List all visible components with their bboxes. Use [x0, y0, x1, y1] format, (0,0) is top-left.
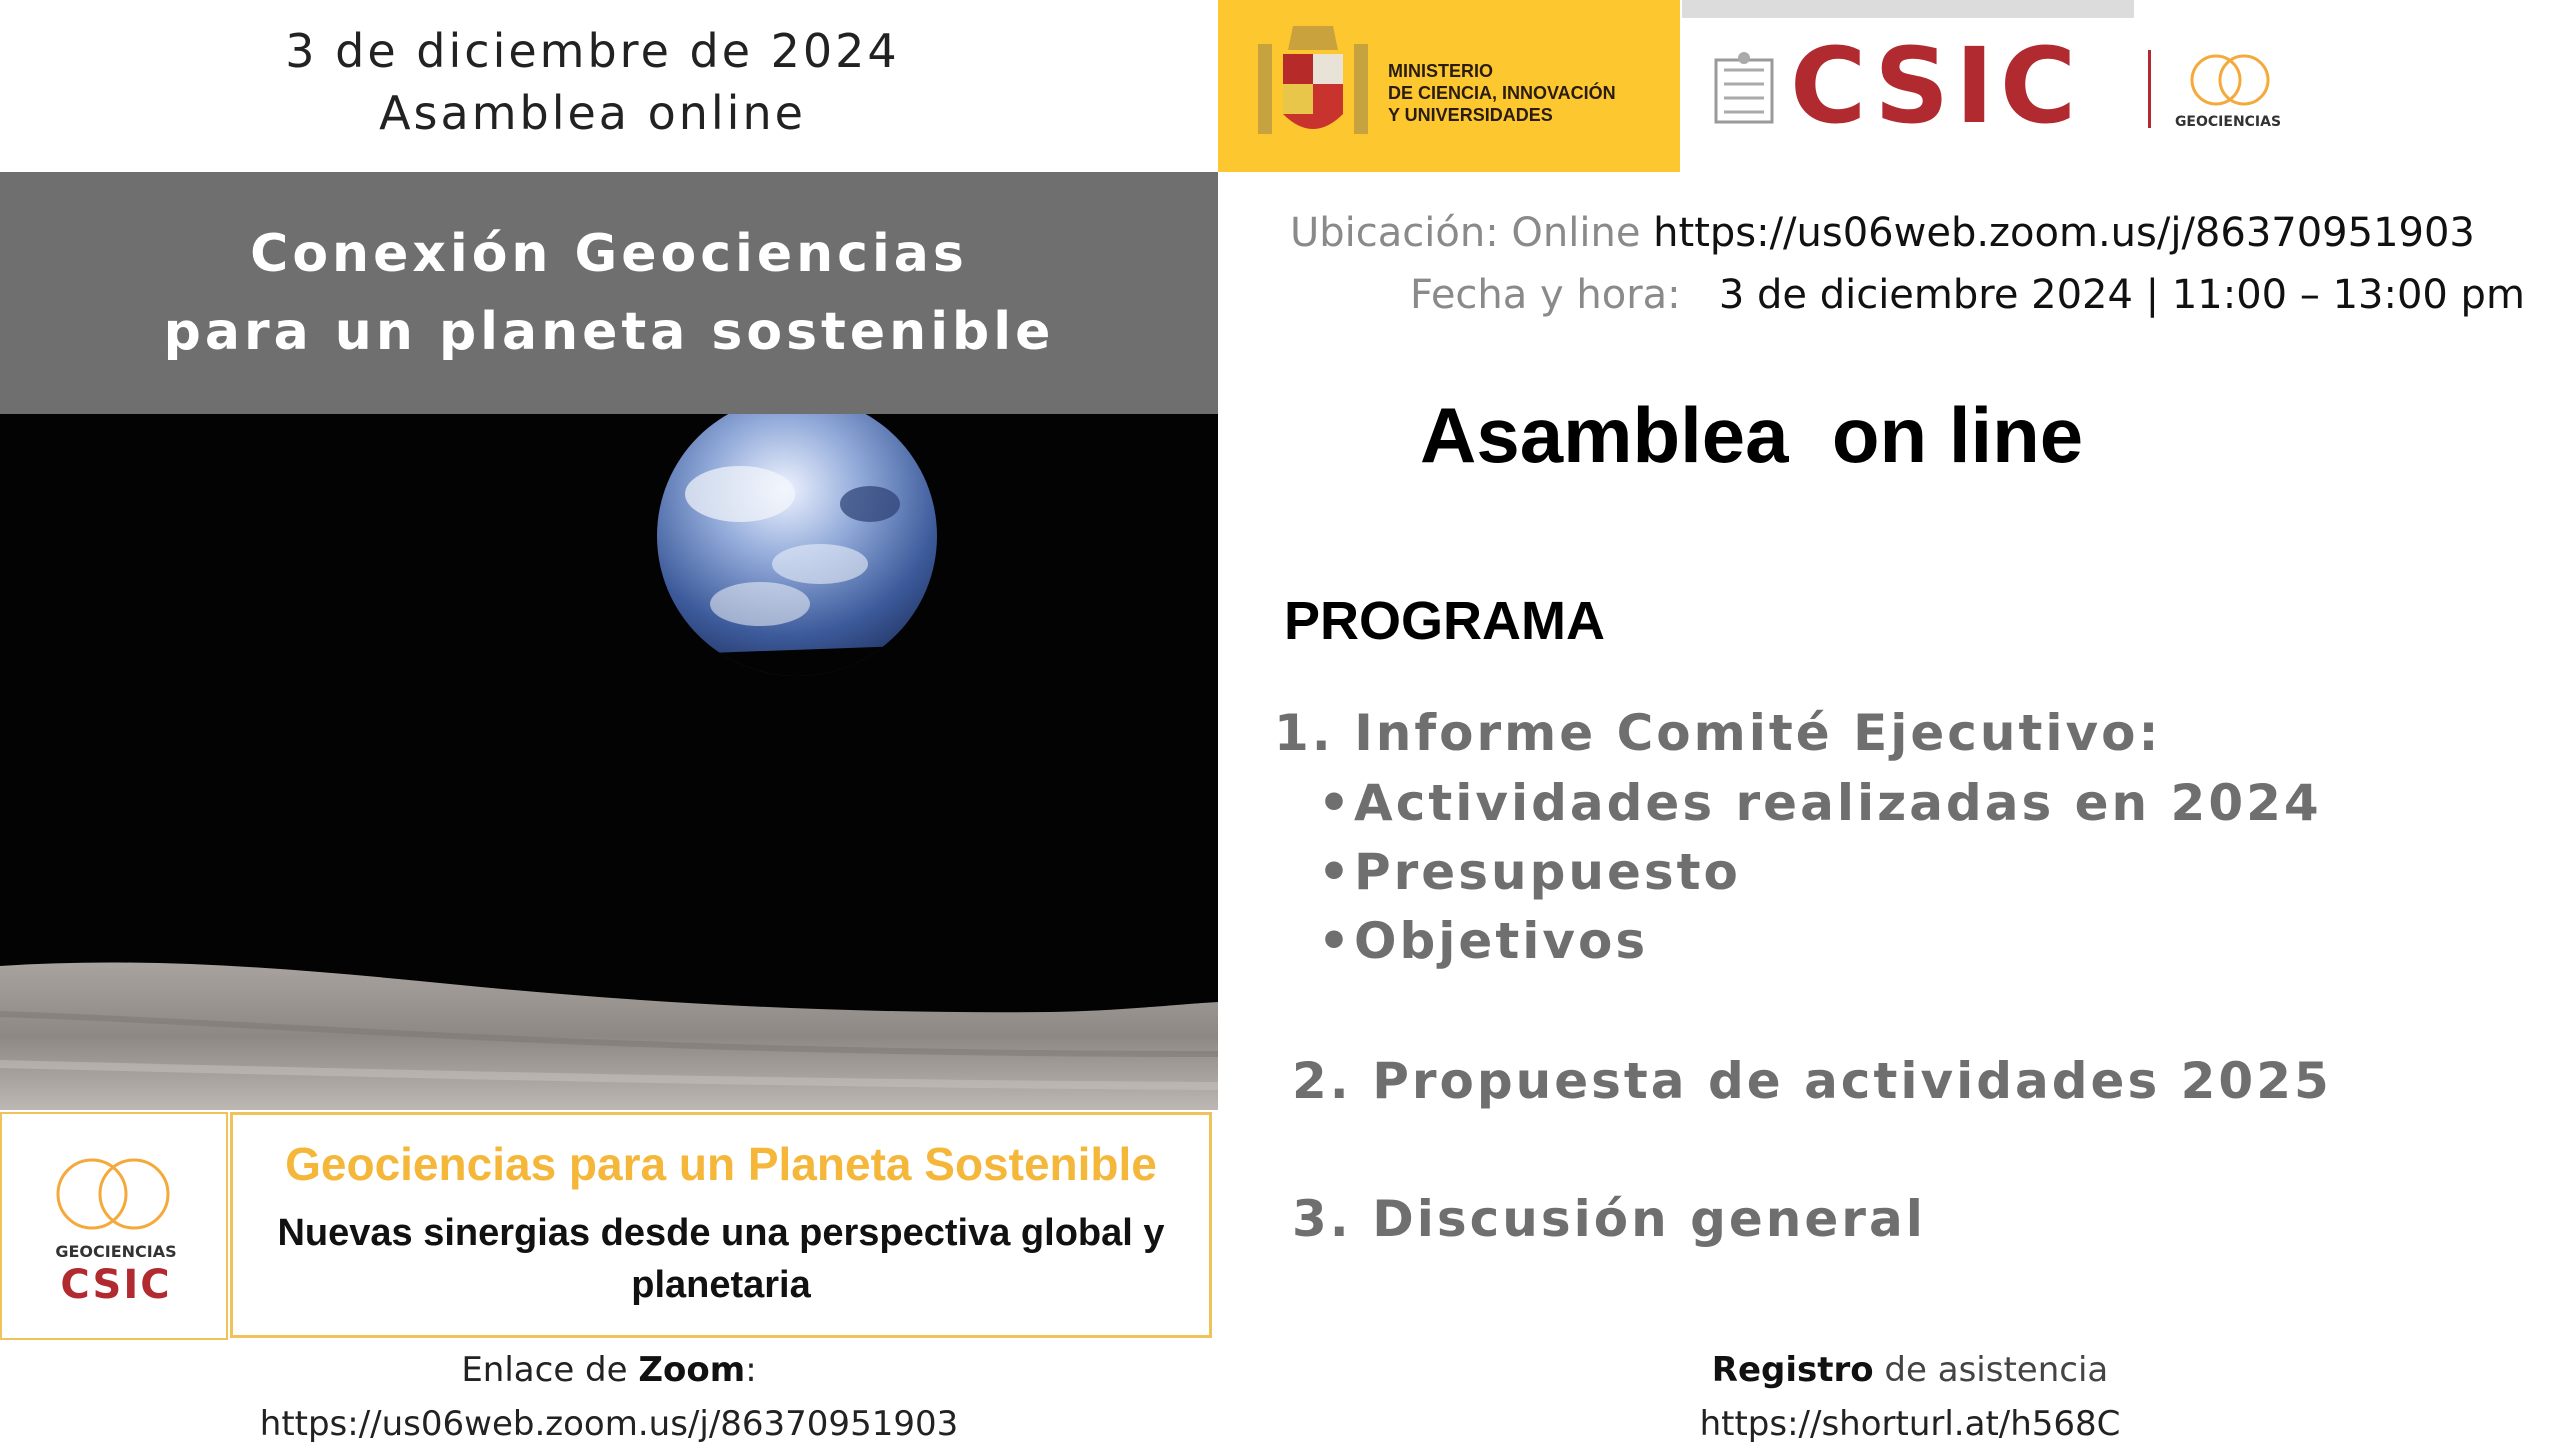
datetime-line [1410, 272, 2525, 318]
location-label: Ubicación: Online [1290, 210, 1641, 256]
registration-url[interactable]: https://shorturl.at/h568C [1699, 1404, 2121, 1444]
hub-logo-csic-text: CSIC [60, 1262, 172, 1308]
geociencias-hub-logo [0, 1112, 228, 1340]
ministry-name [1388, 60, 1616, 126]
agenda-item-2: 2. Propuesta de actividades 2025 [1292, 1052, 2332, 1110]
zoom-prefix: Enlace de [461, 1350, 639, 1390]
event-date: 3 de diciembre de 2024 [285, 24, 900, 78]
logo-top-bar [1682, 0, 2134, 18]
main-title: Asamblea on line [1420, 391, 2084, 479]
ministry-line-3: Y UNIVERSIDADES [1388, 105, 1553, 125]
zoom-link-label [0, 1350, 1218, 1390]
agenda-subitem-objectives [1318, 912, 1648, 970]
earthrise-photo [0, 414, 1218, 1110]
banner-subtitle: Nuevas sinergias desde una perspectiva global y planetaria [277, 1212, 1165, 1306]
registration-bold: Registro [1711, 1350, 1874, 1390]
csic-wordmark: CSIC [1790, 25, 2083, 147]
bullet-icon: • [1318, 912, 1353, 970]
hub-rings-icon [2, 1114, 230, 1242]
title-line-1: Conexión Geociencias [250, 224, 968, 284]
event-subtitle: Asamblea online [379, 86, 806, 140]
title-band [0, 172, 1218, 414]
registration-label [1360, 1350, 2460, 1390]
datetime-value: 3 de diciembre 2024 | 11:00 – 13:00 pm [1718, 272, 2525, 318]
location-url[interactable]: https://us06web.zoom.us/j/86370951903 [1653, 210, 2475, 256]
bullet-icon: • [1318, 774, 1353, 832]
agenda-subitem-activities [1318, 774, 2322, 832]
zoom-bold: Zoom [638, 1350, 746, 1390]
csic-hub-text: GEOCIENCIAS [2174, 114, 2282, 130]
event-header [0, 20, 1185, 144]
banner-title: Geociencias para un Planeta Sostenible [285, 1138, 1157, 1190]
registration-suffix: de asistencia [1873, 1350, 2109, 1390]
agenda-subitem-label: Presupuesto [1354, 843, 1741, 901]
agenda-item-3: 3. Discusión general [1292, 1190, 1926, 1248]
csic-hub-rings-icon [2170, 44, 2286, 114]
bullet-icon: • [1318, 843, 1353, 901]
ministry-logo [1218, 0, 1680, 172]
ministry-line-1: MINISTERIO [1388, 61, 1494, 81]
agenda-subitem-budget [1318, 843, 1741, 901]
datetime-label: Fecha y hora: [1410, 272, 1681, 318]
theme-banner [230, 1112, 1212, 1338]
spain-coat-of-arms-icon [1238, 14, 1388, 164]
agenda-subitem-label: Actividades realizadas en 2024 [1354, 774, 2322, 832]
zoom-suffix: : [745, 1350, 757, 1390]
csic-emblem-icon [1710, 50, 1778, 130]
earthrise-image [0, 414, 1218, 1110]
csic-logo-divider [2148, 50, 2151, 128]
agenda-item-1: 1. Informe Comité Ejecutivo: [1274, 704, 2162, 762]
zoom-link-url[interactable]: https://us06web.zoom.us/j/86370951903 [259, 1404, 959, 1444]
programa-heading: PROGRAMA [1284, 591, 1605, 651]
title-line-2: para un planeta sostenible [163, 302, 1055, 362]
hub-logo-geo-text: GEOCIENCIAS [55, 1242, 177, 1261]
ministry-line-2: DE CIENCIA, INNOVACIÓN [1388, 83, 1616, 103]
agenda-subitem-label: Objetivos [1354, 912, 1649, 970]
location-line [1290, 210, 2475, 256]
